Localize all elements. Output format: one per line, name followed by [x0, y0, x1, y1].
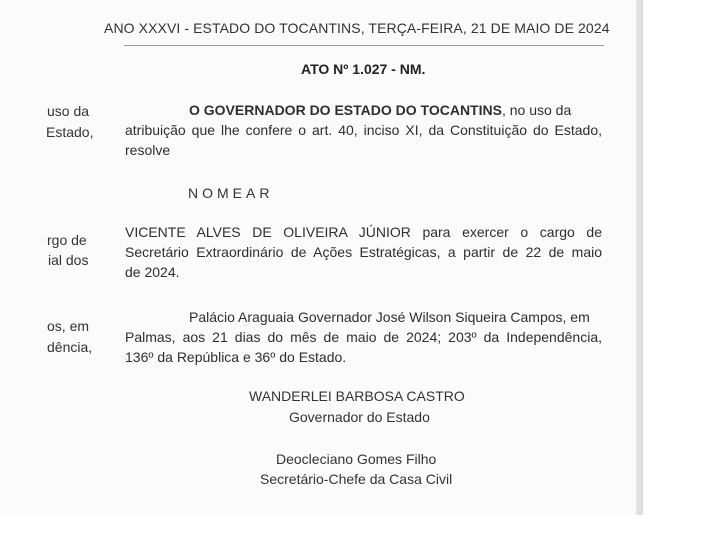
left-column-fragment: uso da	[47, 103, 90, 119]
act-title: ATO Nº 1.027 - NM.	[301, 61, 426, 77]
signatory-name: WANDERLEI BARBOSA CASTRO	[249, 388, 465, 404]
signatory-name: Deocleciano Gomes Filho	[276, 451, 437, 467]
left-column-fragment: ial dos	[48, 252, 89, 268]
nomear-heading: NOMEAR	[188, 185, 274, 201]
place-line-2: Palmas, aos 21 dias do mês de maio de 2024; 203º da Independência,	[125, 329, 602, 345]
preamble-line-1	[125, 100, 602, 120]
appointment-line-1: VICENTE ALVES DE OLIVEIRA JÚNIOR para exercer o cargo de	[125, 224, 602, 240]
preamble-line-2: atribuição que lhe confere o art. 40, inciso XI, da Constituição do Estado,	[125, 122, 602, 138]
signatory-role: Secretário-Chefe da Casa Civil	[260, 471, 453, 487]
place-line-1: Palácio Araguaia Governador José Wilson Siqueira Campos, em	[189, 309, 590, 325]
paragraph-place-date	[125, 307, 602, 367]
place-line-3: 136º da República e 36º do Estado.	[125, 349, 347, 365]
bottom-margin	[0, 515, 720, 549]
left-column-fragment: dência,	[47, 339, 93, 355]
appointment-line-2: Secretário Extraordinário de Ações Estratégicas, a partir de 22 de maio	[125, 244, 602, 260]
left-column-fragment: Estado,	[46, 124, 94, 140]
paragraph-appointment	[125, 222, 602, 282]
header-rule	[124, 45, 604, 46]
signatory-role: Governador do Estado	[289, 409, 430, 425]
paragraph-preamble	[125, 100, 602, 160]
left-column-fragment: os, em	[47, 318, 90, 334]
left-column-fragment: rgo de	[47, 232, 87, 248]
appointment-line-3: de 2024.	[125, 264, 180, 280]
gazette-header: ANO XXXVI - ESTADO DO TOCANTINS, TERÇA-FEIRA, 21 DE MAIO DE 2024	[104, 20, 610, 36]
preamble-line-3: resolve	[125, 142, 171, 158]
preamble-rest: , no uso da	[501, 102, 572, 118]
governor-heading: O GOVERNADOR DO ESTADO DO TOCANTINS	[189, 102, 502, 118]
right-margin	[643, 0, 720, 515]
